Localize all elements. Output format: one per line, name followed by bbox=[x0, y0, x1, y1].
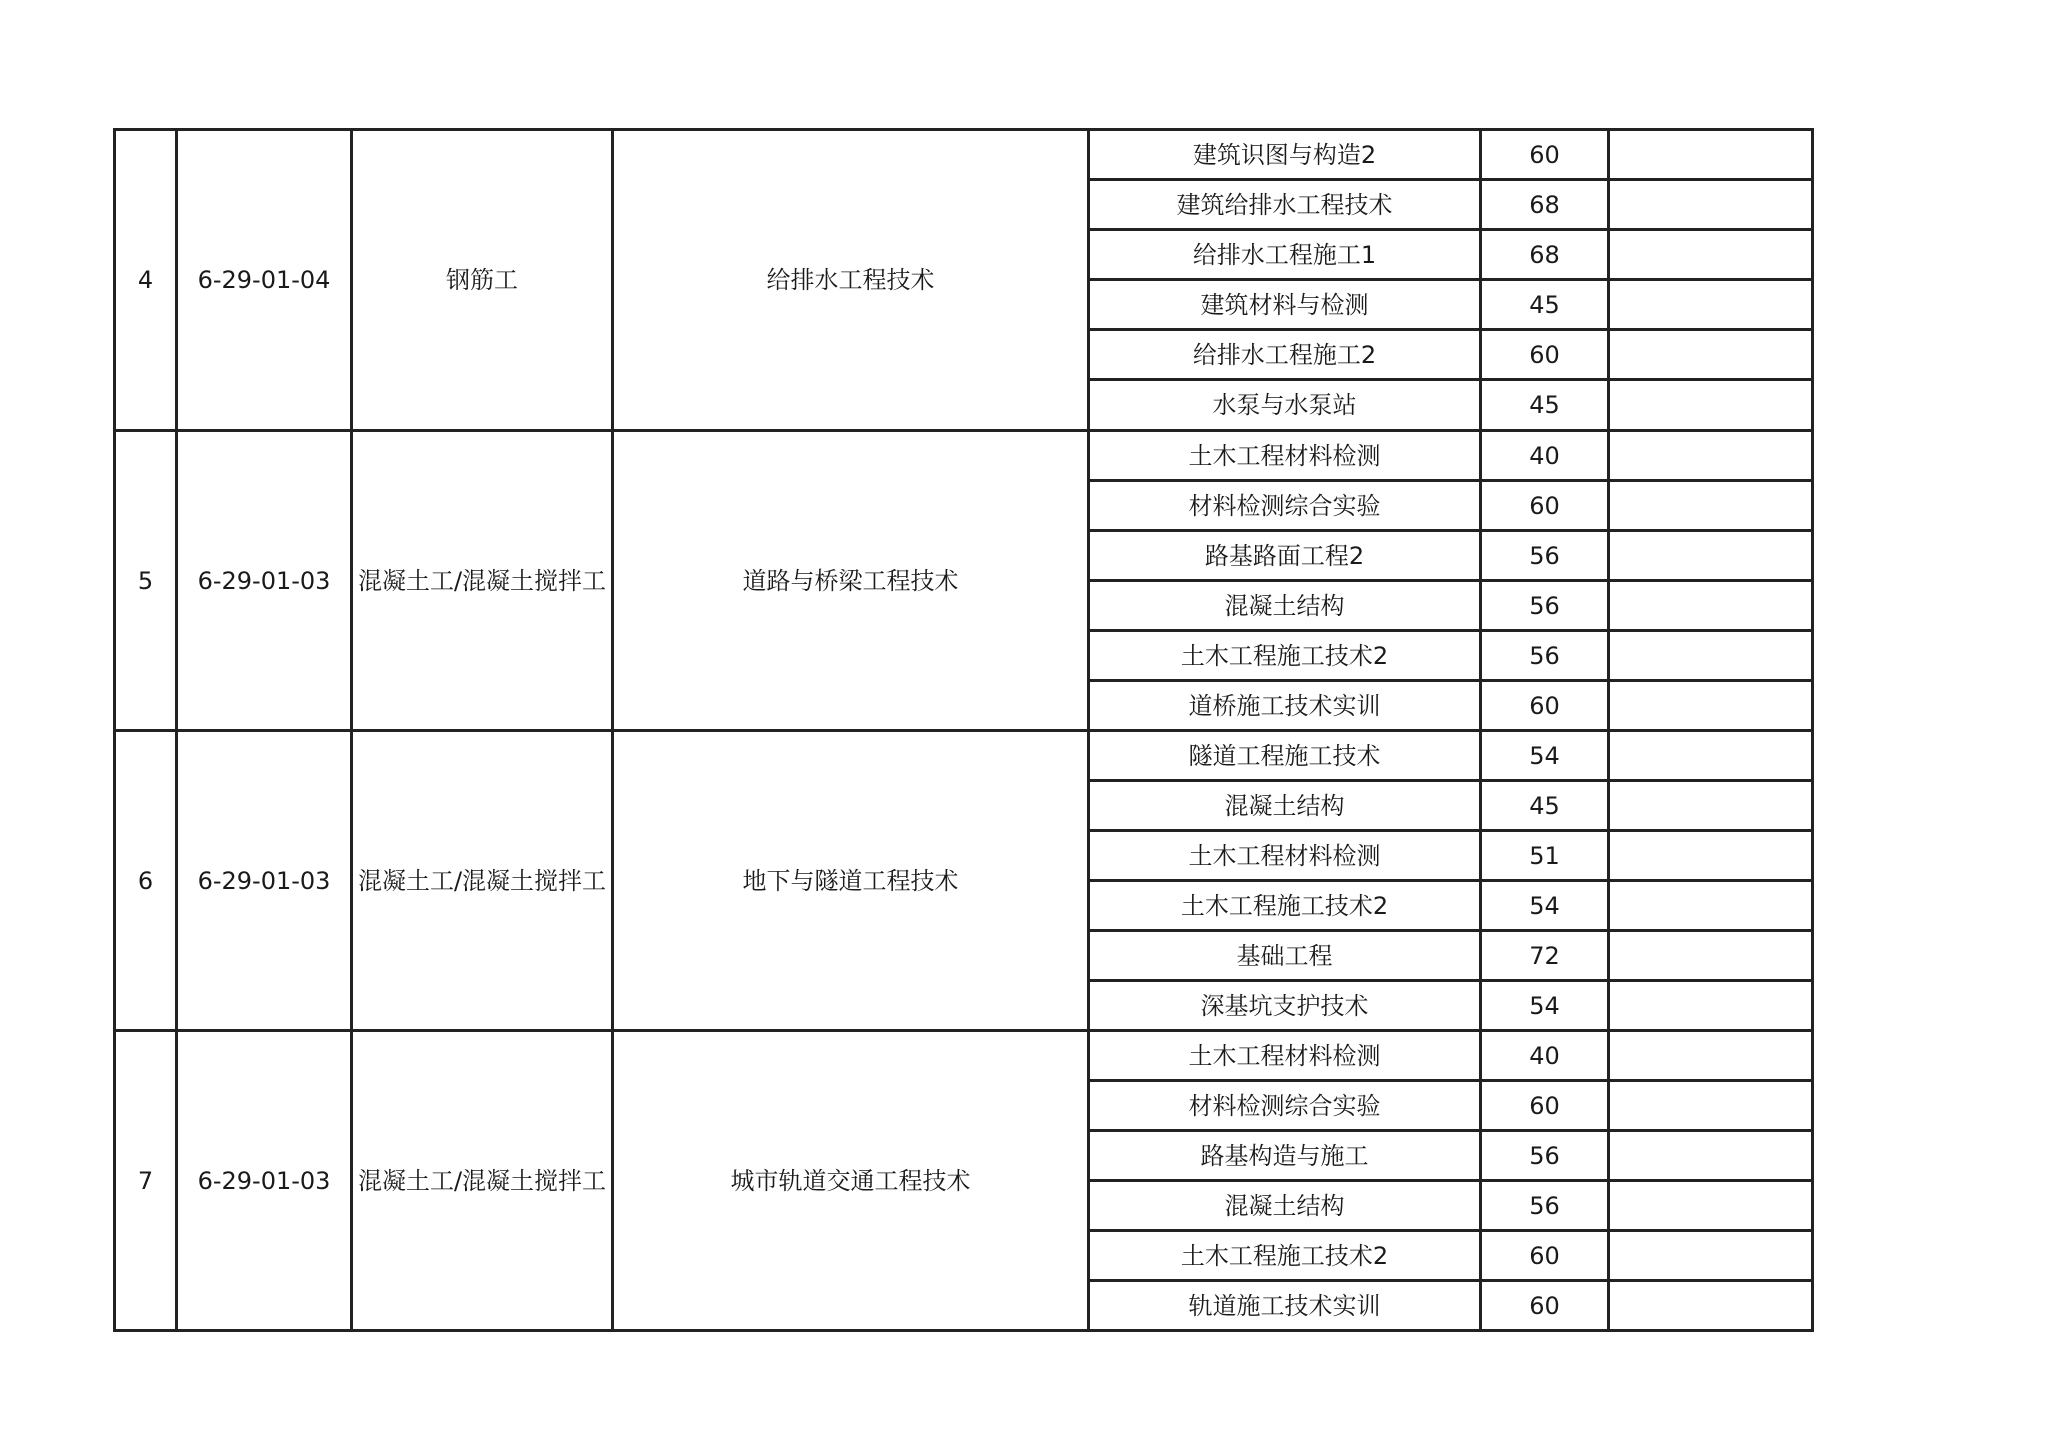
remarks-cell bbox=[1609, 831, 1813, 881]
course-table bbox=[113, 128, 1814, 1332]
course-hours: 56 bbox=[1481, 1181, 1609, 1231]
course-hours: 56 bbox=[1481, 531, 1609, 581]
course-name: 路基路面工程2 bbox=[1089, 531, 1481, 581]
row-number bbox=[115, 1031, 177, 1331]
occupation-name-text: 钢筋工 bbox=[446, 266, 518, 294]
remarks-cell bbox=[1609, 130, 1813, 180]
course-hours: 68 bbox=[1481, 180, 1609, 230]
course-name: 土木工程施工技术2 bbox=[1089, 631, 1481, 681]
course-hours: 54 bbox=[1481, 881, 1609, 931]
occupation-code bbox=[177, 431, 352, 731]
remarks-cell bbox=[1609, 1281, 1813, 1331]
remarks-cell bbox=[1609, 1231, 1813, 1281]
remarks-cell bbox=[1609, 681, 1813, 731]
course-name: 混凝土结构 bbox=[1089, 1181, 1481, 1231]
occupation-name bbox=[352, 431, 613, 731]
course-name: 隧道工程施工技术 bbox=[1089, 731, 1481, 781]
row-number bbox=[115, 731, 177, 1031]
course-name: 混凝土结构 bbox=[1089, 581, 1481, 631]
remarks-cell bbox=[1609, 631, 1813, 681]
remarks-cell bbox=[1609, 781, 1813, 831]
course-hours: 40 bbox=[1481, 431, 1609, 481]
major-name-text: 城市轨道交通工程技术 bbox=[730, 1166, 971, 1195]
row-number bbox=[115, 431, 177, 731]
course-hours: 60 bbox=[1481, 1231, 1609, 1281]
remarks-cell bbox=[1609, 280, 1813, 330]
course-name: 土木工程材料检测 bbox=[1089, 831, 1481, 881]
table-row bbox=[115, 731, 1813, 781]
remarks-cell bbox=[1609, 180, 1813, 230]
occupation-name-text: 混凝土工/混凝土搅拌工 bbox=[357, 566, 607, 595]
table-row bbox=[115, 1031, 1813, 1081]
course-hours: 54 bbox=[1481, 731, 1609, 781]
row-number bbox=[115, 130, 177, 431]
occupation-name bbox=[352, 731, 613, 1031]
major-name-text: 给排水工程技术 bbox=[766, 266, 935, 294]
major-name bbox=[613, 731, 1089, 1031]
table-row bbox=[115, 431, 1813, 481]
occupation-code-text: 6-29-01-03 bbox=[197, 1166, 331, 1195]
course-hours: 60 bbox=[1481, 130, 1609, 180]
course-hours: 60 bbox=[1481, 481, 1609, 531]
remarks-cell bbox=[1609, 1181, 1813, 1231]
course-hours: 56 bbox=[1481, 581, 1609, 631]
course-hours: 72 bbox=[1481, 931, 1609, 981]
remarks-cell bbox=[1609, 1031, 1813, 1081]
remarks-cell bbox=[1609, 881, 1813, 931]
course-hours: 60 bbox=[1481, 1281, 1609, 1331]
remarks-cell bbox=[1609, 1131, 1813, 1181]
course-name: 基础工程 bbox=[1089, 931, 1481, 981]
occupation-code-text: 6-29-01-04 bbox=[197, 266, 331, 294]
occupation-code bbox=[177, 1031, 352, 1331]
row-number-text: 5 bbox=[137, 566, 154, 595]
course-hours: 56 bbox=[1481, 631, 1609, 681]
course-name: 路基构造与施工 bbox=[1089, 1131, 1481, 1181]
course-hours: 45 bbox=[1481, 380, 1609, 431]
course-name: 建筑识图与构造2 bbox=[1089, 130, 1481, 180]
row-number-text: 7 bbox=[137, 1166, 154, 1195]
course-name: 材料检测综合实验 bbox=[1089, 1081, 1481, 1131]
remarks-cell bbox=[1609, 981, 1813, 1031]
remarks-cell bbox=[1609, 330, 1813, 380]
major-name-text: 地下与隧道工程技术 bbox=[742, 866, 959, 895]
course-hours: 45 bbox=[1481, 781, 1609, 831]
course-hours: 45 bbox=[1481, 280, 1609, 330]
course-name: 土木工程施工技术2 bbox=[1089, 881, 1481, 931]
course-name: 建筑给排水工程技术 bbox=[1089, 180, 1481, 230]
remarks-cell bbox=[1609, 481, 1813, 531]
course-name: 深基坑支护技术 bbox=[1089, 981, 1481, 1031]
course-hours: 51 bbox=[1481, 831, 1609, 881]
course-name: 轨道施工技术实训 bbox=[1089, 1281, 1481, 1331]
course-name: 水泵与水泵站 bbox=[1089, 380, 1481, 431]
remarks-cell bbox=[1609, 731, 1813, 781]
major-name-text: 道路与桥梁工程技术 bbox=[742, 566, 959, 595]
remarks-cell bbox=[1609, 1081, 1813, 1131]
course-name: 道桥施工技术实训 bbox=[1089, 681, 1481, 731]
row-number-text: 6 bbox=[137, 866, 154, 895]
occupation-code bbox=[177, 130, 352, 431]
occupation-code bbox=[177, 731, 352, 1031]
course-name: 土木工程材料检测 bbox=[1089, 1031, 1481, 1081]
major-name bbox=[613, 1031, 1089, 1331]
remarks-cell bbox=[1609, 380, 1813, 431]
occupation-name-text: 混凝土工/混凝土搅拌工 bbox=[357, 866, 607, 895]
course-hours: 40 bbox=[1481, 1031, 1609, 1081]
course-hours: 54 bbox=[1481, 981, 1609, 1031]
table-body bbox=[115, 130, 1813, 1331]
major-name bbox=[613, 130, 1089, 431]
course-hours: 60 bbox=[1481, 681, 1609, 731]
course-name: 土木工程施工技术2 bbox=[1089, 1231, 1481, 1281]
remarks-cell bbox=[1609, 581, 1813, 631]
remarks-cell bbox=[1609, 531, 1813, 581]
course-name: 给排水工程施工2 bbox=[1089, 330, 1481, 380]
row-number-text: 4 bbox=[137, 266, 154, 294]
occupation-name bbox=[352, 1031, 613, 1331]
remarks-cell bbox=[1609, 230, 1813, 280]
course-name: 混凝土结构 bbox=[1089, 781, 1481, 831]
occupation-name-text: 混凝土工/混凝土搅拌工 bbox=[357, 1166, 607, 1195]
major-name bbox=[613, 431, 1089, 731]
course-name: 材料检测综合实验 bbox=[1089, 481, 1481, 531]
course-hours: 60 bbox=[1481, 1081, 1609, 1131]
course-name: 土木工程材料检测 bbox=[1089, 431, 1481, 481]
course-hours: 68 bbox=[1481, 230, 1609, 280]
remarks-cell bbox=[1609, 431, 1813, 481]
occupation-code-text: 6-29-01-03 bbox=[197, 866, 331, 895]
table-row bbox=[115, 130, 1813, 180]
remarks-cell bbox=[1609, 931, 1813, 981]
occupation-code-text: 6-29-01-03 bbox=[197, 566, 331, 595]
occupation-name bbox=[352, 130, 613, 431]
course-name: 给排水工程施工1 bbox=[1089, 230, 1481, 280]
course-hours: 60 bbox=[1481, 330, 1609, 380]
course-name: 建筑材料与检测 bbox=[1089, 280, 1481, 330]
course-hours: 56 bbox=[1481, 1131, 1609, 1181]
